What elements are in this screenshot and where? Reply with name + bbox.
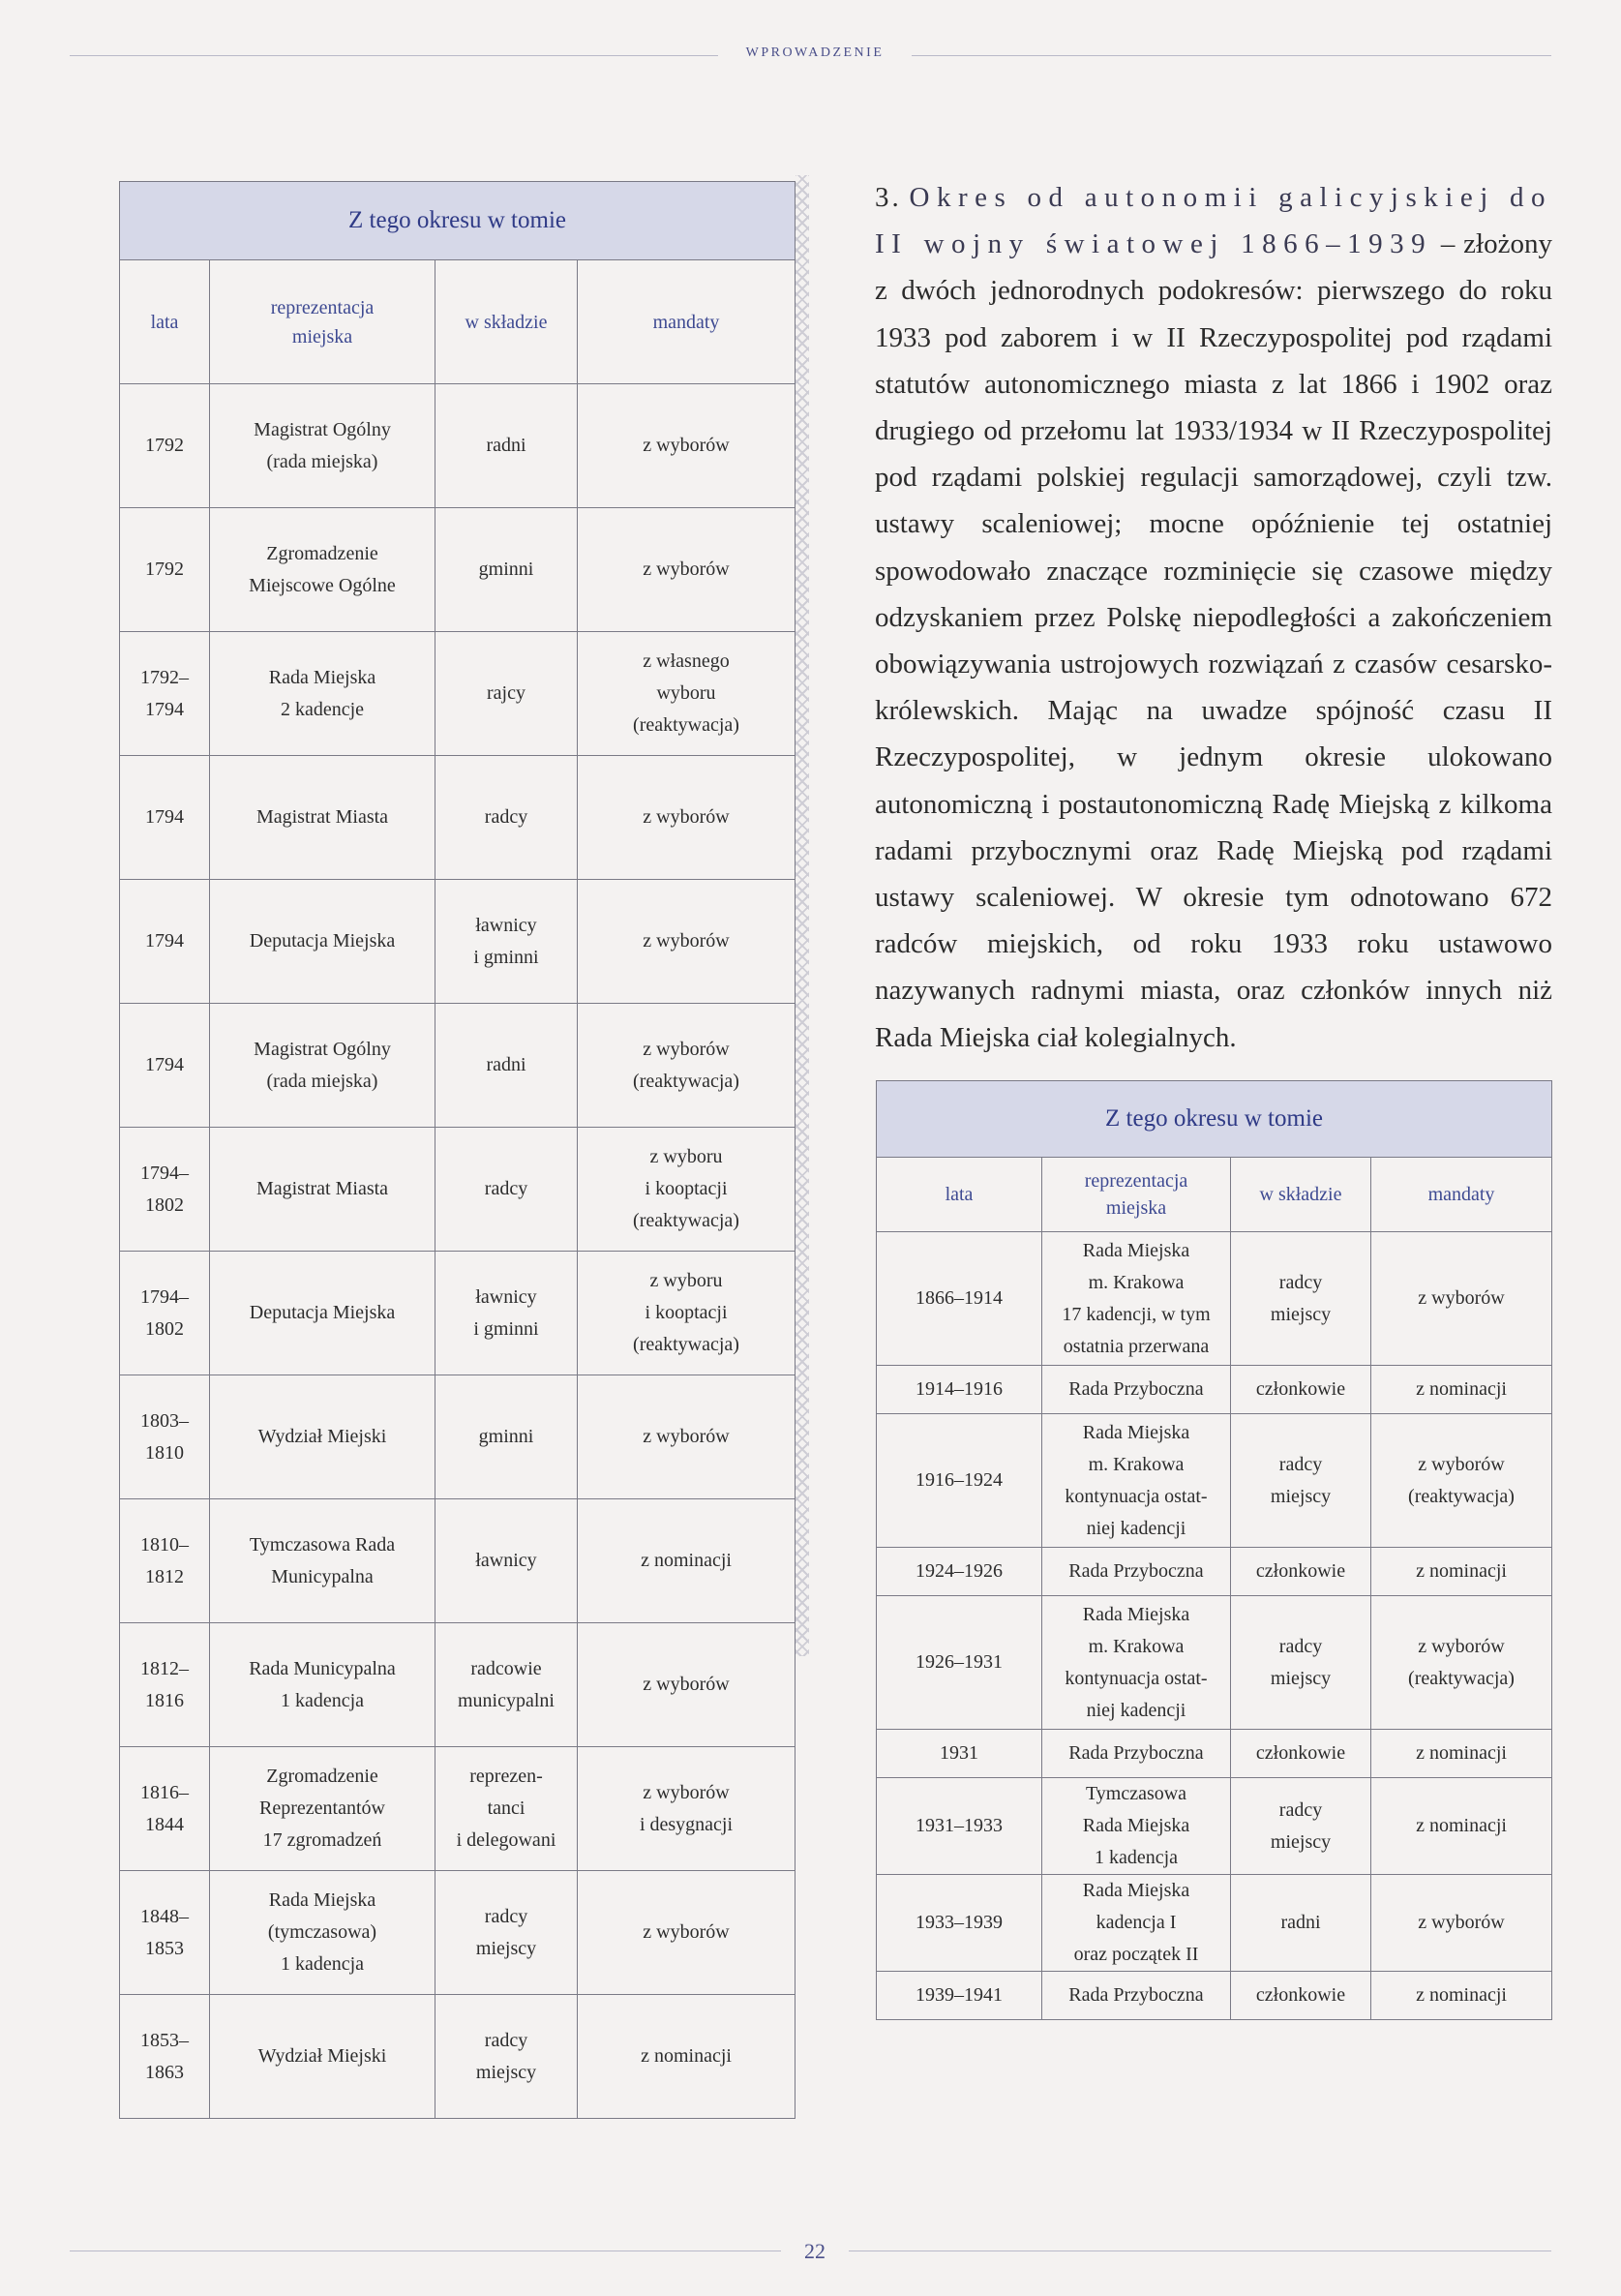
cell-representation: Wydział Miejski <box>210 1995 435 2119</box>
cell-representation: Magistrat Miasta <box>210 756 435 880</box>
left-table-body <box>120 384 795 2119</box>
table-row <box>877 1778 1552 1875</box>
cell-representation: Wydział Miejski <box>210 1375 435 1499</box>
cell-mandates: z własnego wyboru (reaktywacja) <box>578 632 795 756</box>
table-row <box>120 1128 795 1252</box>
cell-years: 1931 <box>877 1730 1042 1778</box>
cell-composition: radcy <box>435 1128 578 1252</box>
cell-composition: członkowie <box>1231 1972 1371 2020</box>
cell-years: 1812–1816 <box>120 1623 210 1747</box>
cell-years: 1792–1794 <box>120 632 210 756</box>
cell-mandates: z wyborów (reaktywacja) <box>578 1004 795 1128</box>
cell-years: 1853–1863 <box>120 1995 210 2119</box>
cell-composition: członkowie <box>1231 1366 1371 1414</box>
cell-years: 1924–1926 <box>877 1548 1042 1596</box>
cell-years: 1914–1916 <box>877 1366 1042 1414</box>
cell-years: 1792 <box>120 508 210 632</box>
cell-composition: ławnicy i gminni <box>435 880 578 1004</box>
table-row <box>120 880 795 1004</box>
cell-mandates: z wyboru i kooptacji (reaktywacja) <box>578 1252 795 1375</box>
cell-representation: Rada Miejska (tymczasowa) 1 kadencja <box>210 1871 435 1995</box>
table-row <box>120 1871 795 1995</box>
left-col-header-representation: reprezentacja miejska <box>210 260 435 384</box>
cell-years: 1848–1853 <box>120 1871 210 1995</box>
cell-representation: Rada Miejska 2 kadencje <box>210 632 435 756</box>
table-row <box>120 1499 795 1623</box>
cell-mandates: z nominacji <box>578 1995 795 2119</box>
table-row <box>877 1548 1552 1596</box>
section-paragraph <box>875 174 1552 1061</box>
cell-years: 1916–1924 <box>877 1414 1042 1548</box>
cell-mandates: z wyborów <box>578 508 795 632</box>
cell-representation: Magistrat Ogólny (rada miejska) <box>210 384 435 508</box>
cell-representation: Magistrat Ogólny (rada miejska) <box>210 1004 435 1128</box>
section-body: – złożony z dwóch jednorodnych podokresów: pierwszego do roku 1933 pod zaborem i w II Rzeczypospolitej pod rządami statutów autonomicznego miasta z lat 1866 i 1902 oraz drugiego od przełomu lat 1933/1934 w II Rzeczypospolitej pod rządami polskiej regulacji samorządowej, czyli tzw. ustawy scaleniowej; mocne opóźnienie tej ostatniej spowodowało znaczące rozminięcie się czasowe między odzyskaniem przez Polskę niepodległości a zakończeniem obowiązywania ustrojowych rozwiązań z czasów cesarsko-królewskich. Mając na uwadze spójność czasu II Rzeczypospolitej, w jednym okresie ulokowano autonomiczną i postautonomiczną Radę Miejską z kilkoma radami przybocznymi oraz Radę Miejską pod rządami ustawy scaleniowej. W okresie tym odnotowano 672 radców miejskich, od roku 1933 roku ustawowo nazywanych radnymi miasta, oraz członków innych niż Rada Miejska ciał kolegialnych. <box>875 228 1552 1053</box>
cell-years: 1794 <box>120 1004 210 1128</box>
cell-mandates: z wyborów <box>1371 1232 1552 1366</box>
cell-mandates: z wyborów <box>578 1623 795 1747</box>
cell-representation: Rada Miejska kadencja I oraz początek II <box>1042 1875 1231 1972</box>
cell-composition: gminni <box>435 1375 578 1499</box>
table-row <box>120 1004 795 1128</box>
cell-composition: członkowie <box>1231 1730 1371 1778</box>
table-row <box>877 1596 1552 1730</box>
table-row <box>120 632 795 756</box>
cell-years: 1794 <box>120 880 210 1004</box>
cell-representation: Deputacja Miejska <box>210 880 435 1004</box>
table-row <box>120 1623 795 1747</box>
cell-representation: Rada Przyboczna <box>1042 1730 1231 1778</box>
cell-composition: radcy miejscy <box>1231 1414 1371 1548</box>
cell-composition: radni <box>1231 1875 1371 1972</box>
cell-mandates: z wyborów <box>578 1375 795 1499</box>
cell-years: 1794 <box>120 756 210 880</box>
section-heading: Okres od autonomii galicyjskiej do II wojny światowej 1866–1939 <box>875 182 1553 260</box>
cell-years: 1803–1810 <box>120 1375 210 1499</box>
cell-representation: Magistrat Miasta <box>210 1128 435 1252</box>
running-head-title: WPROWADZENIE <box>745 45 885 60</box>
right-col-header-mandates: mandaty <box>1371 1158 1552 1232</box>
section-number: 3. <box>875 182 902 213</box>
cell-years: 1794–1802 <box>120 1252 210 1375</box>
running-head <box>70 41 1551 70</box>
table-row <box>120 384 795 508</box>
cell-composition: radcy miejscy <box>435 1995 578 2119</box>
table-row <box>120 756 795 880</box>
cell-composition: radni <box>435 1004 578 1128</box>
cell-mandates: z nominacji <box>1371 1778 1552 1875</box>
left-table-title: Z tego okresu w tomie <box>120 182 795 260</box>
cell-representation: Rada Municypalna 1 kadencja <box>210 1623 435 1747</box>
table-row <box>877 1366 1552 1414</box>
cell-representation: Zgromadzenie Miejscowe Ogólne <box>210 508 435 632</box>
cell-years: 1931–1933 <box>877 1778 1042 1875</box>
cell-years: 1933–1939 <box>877 1875 1042 1972</box>
header-rule-right <box>912 55 1551 56</box>
page-number: 22 <box>804 2239 826 2263</box>
table-row <box>120 1995 795 2119</box>
table-row <box>877 1972 1552 2020</box>
cell-composition: radcy miejscy <box>435 1871 578 1995</box>
cell-composition: radcy miejscy <box>1231 1778 1371 1875</box>
left-col-header-years: lata <box>120 260 210 384</box>
table-row <box>877 1875 1552 1972</box>
cell-composition: gminni <box>435 508 578 632</box>
cell-composition: członkowie <box>1231 1548 1371 1596</box>
cell-representation: Tymczasowa Rada Municypalna <box>210 1499 435 1623</box>
table-row <box>120 508 795 632</box>
table-row <box>120 1252 795 1375</box>
table-row <box>120 1375 795 1499</box>
cell-representation: Rada Przyboczna <box>1042 1972 1231 2020</box>
table-row <box>120 1747 795 1871</box>
cell-composition: radcy miejscy <box>1231 1232 1371 1366</box>
header-rule-left <box>70 55 718 56</box>
right-table-body <box>877 1232 1552 2020</box>
cell-mandates: z nominacji <box>1371 1366 1552 1414</box>
cell-composition: ławnicy i gminni <box>435 1252 578 1375</box>
cell-years: 1939–1941 <box>877 1972 1042 2020</box>
cell-composition: rajcy <box>435 632 578 756</box>
cell-years: 1792 <box>120 384 210 508</box>
cell-representation: Rada Miejska m. Krakowa kontynuacja ostat- niej kadencji <box>1042 1414 1231 1548</box>
cell-mandates: z wyborów <box>578 384 795 508</box>
cell-mandates: z wyboru i kooptacji (reaktywacja) <box>578 1128 795 1252</box>
right-col-header-years: lata <box>877 1158 1042 1232</box>
cell-representation: Zgromadzenie Reprezentantów 17 zgromadzeń <box>210 1747 435 1871</box>
cell-representation: Rada Miejska m. Krakowa 17 kadencji, w tym ostatnia przerwana <box>1042 1232 1231 1366</box>
cell-representation: Tymczasowa Rada Miejska 1 kadencja <box>1042 1778 1231 1875</box>
cell-composition: radni <box>435 384 578 508</box>
left-col-header-mandates: mandaty <box>578 260 795 384</box>
cell-composition: radcy miejscy <box>1231 1596 1371 1730</box>
left-periods-table <box>119 181 795 2119</box>
cell-mandates: z wyborów <box>578 880 795 1004</box>
page-footer <box>70 2239 1551 2268</box>
cell-composition: radcy <box>435 756 578 880</box>
cell-years: 1816–1844 <box>120 1747 210 1871</box>
right-col-header-representation: reprezentacja miejska <box>1042 1158 1231 1232</box>
cell-representation: Rada Przyboczna <box>1042 1366 1231 1414</box>
cell-composition: ławnicy <box>435 1499 578 1623</box>
table-row <box>877 1232 1552 1366</box>
cell-composition: radcowie municypalni <box>435 1623 578 1747</box>
table-row <box>877 1730 1552 1778</box>
cell-mandates: z wyborów <box>578 756 795 880</box>
left-col-header-composition: w składzie <box>435 260 578 384</box>
cell-mandates: z nominacji <box>578 1499 795 1623</box>
cell-mandates: z wyborów (reaktywacja) <box>1371 1414 1552 1548</box>
table-row <box>877 1414 1552 1548</box>
cell-mandates: z wyborów i desygnacji <box>578 1747 795 1871</box>
cell-mandates: z nominacji <box>1371 1972 1552 2020</box>
cell-representation: Rada Przyboczna <box>1042 1548 1231 1596</box>
cell-mandates: z wyborów <box>578 1871 795 1995</box>
right-col-header-composition: w składzie <box>1231 1158 1371 1232</box>
right-table-title: Z tego okresu w tomie <box>877 1081 1552 1158</box>
right-periods-table <box>876 1080 1552 2020</box>
column-divider-ornament <box>795 175 809 1656</box>
cell-years: 1810–1812 <box>120 1499 210 1623</box>
cell-representation: Rada Miejska m. Krakowa kontynuacja ostat- niej kadencji <box>1042 1596 1231 1730</box>
cell-years: 1866–1914 <box>877 1232 1042 1366</box>
cell-mandates: z nominacji <box>1371 1548 1552 1596</box>
cell-years: 1794–1802 <box>120 1128 210 1252</box>
cell-representation: Deputacja Miejska <box>210 1252 435 1375</box>
cell-mandates: z nominacji <box>1371 1730 1552 1778</box>
cell-composition: reprezen- tanci i delegowani <box>435 1747 578 1871</box>
cell-mandates: z wyborów <box>1371 1875 1552 1972</box>
cell-mandates: z wyborów (reaktywacja) <box>1371 1596 1552 1730</box>
cell-years: 1926–1931 <box>877 1596 1042 1730</box>
